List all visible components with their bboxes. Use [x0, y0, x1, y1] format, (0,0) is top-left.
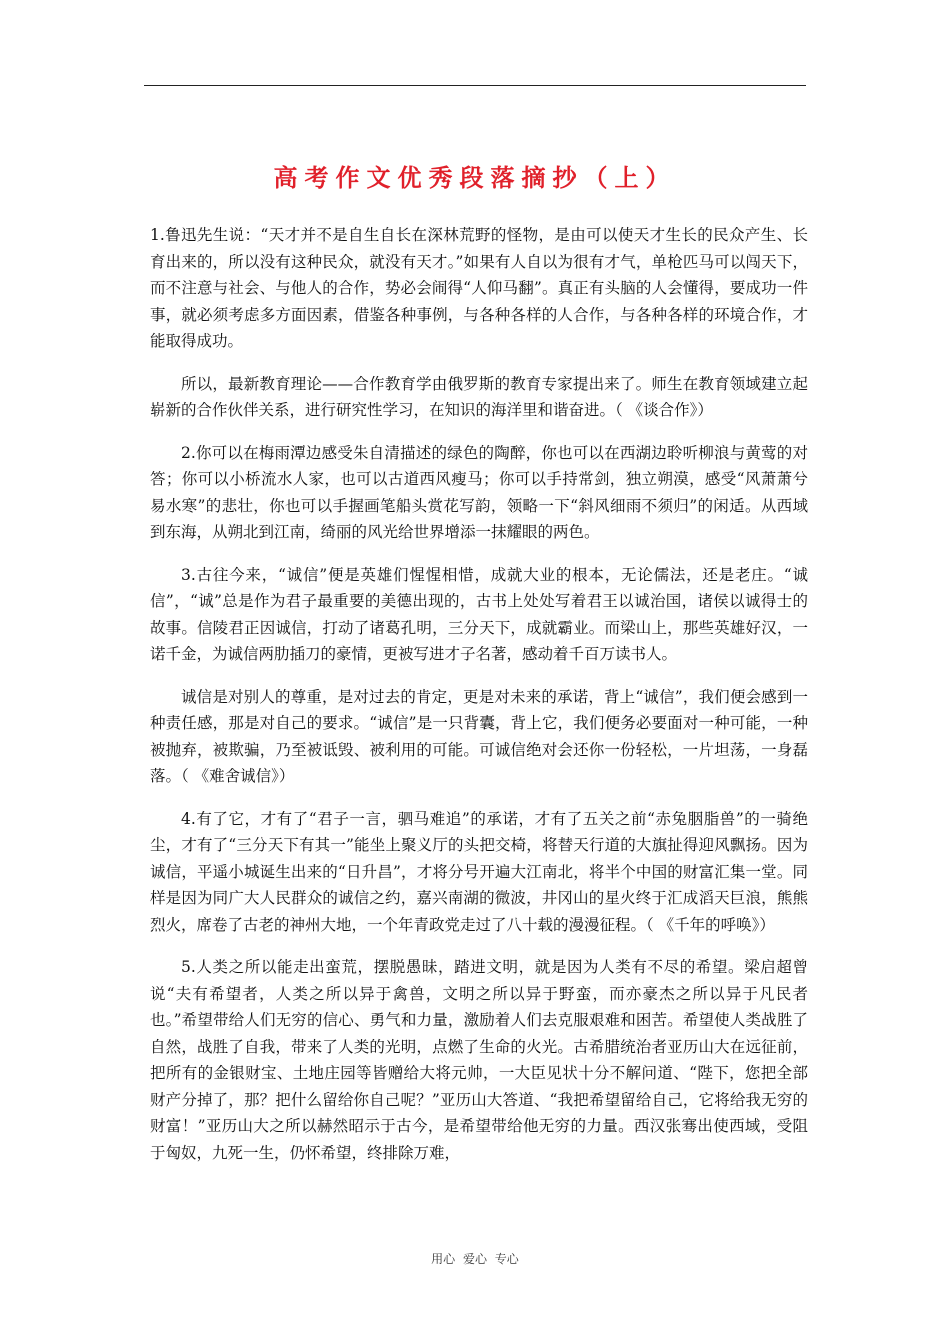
- header-rule: [144, 85, 806, 86]
- paragraph-3-continued: 诚信是对别人的尊重，是对过去的肯定，更是对未来的承诺，背上“诚信”，我们便会感到一种责任感，那是对自己的要求。“诚信”是一只背囊，背上它，我们便务必要面对一种可能，一种被抛弃，被欺骗，乃至被诋毁、被利用的可能。可诚信绝对会还你一份轻松，一片坦荡，一身磊落。（ 《难舍诚信》）: [150, 687, 808, 785]
- page-footer: 用心 爱心 专心: [431, 1252, 519, 1266]
- paragraph-1: 1.鲁迅先生说：“天才并不是自生自长在深林荒野的怪物，是由可以使天才生长的民众产生、长育出来的，所以没有这种民众，就没有天才。”如果有人自以为很有才气，单枪匹马可以闯天下，而不注意与社会、与他人的合作，势必会闹得“人仰马翻”。真正有头脑的人会懂得，要成功一件事，就必须考虑多方面因素，借鉴各种事例，与各种各样的人合作，与各种各样的环境合作，才能取得成功。: [150, 226, 808, 350]
- paragraph-1-continued: 所以，最新教育理论——合作教育学由俄罗斯的教育专家提出来了。师生在教育领域建立起崭新的合作伙伴关系，进行研究性学习，在知识的海洋里和谐奋进。（ 《谈合作》）: [150, 374, 808, 419]
- paragraph-5: 5.人类之所以能走出蛮荒，摆脱愚昧，踏进文明，就是因为人类有不尽的希望。梁启超曾说“夫有希望者，人类之所以异于禽兽，文明之所以异于野蛮，而亦豪杰之所以异于凡民者也。”希望带给人们无穷的信心、勇气和力量，激励着人们去克服艰难和困苦。希望使人类战胜了自然，战胜了自我，带来了人类的光明，点燃了生命的火光。古希腊统治者亚历山大在远征前，把所有的金银财宝、土地庄园等皆赠给大将元帅，一大臣见状十分不解问道、“陛下，您把全部财产分掉了，那？把什么留给你自己呢？”亚历山大答道、“我把希望留给自己，它将给我无穷的财富！”亚历山大之所以赫然昭示于古今，是希望带给他无穷的力量。西汉张骞出使西域，受阻于匈奴，九死一生，仍怀希望，终排除万难，: [150, 958, 808, 1162]
- page-title: 高考作文优秀段落摘抄（上）: [273, 163, 677, 193]
- paragraph-3: 3.古往今来，“诚信”便是英雄们惺惺相惜，成就大业的根本，无论儒法，还是老庄。“诚信”，“诚”总是作为君子最重要的美德出现的，古书上处处写着君王以诚治国，诸侯以诚得士的故事。信陵君正因诚信，打动了诸葛孔明，三分天下，成就霸业。而梁山上，那些英雄好汉，一诺千金，为诚信两肋插刀的豪情，更被写进才子名著，感动着千百万读书人。: [150, 565, 808, 663]
- paragraph-2: 2.你可以在梅雨潭边感受朱自清描述的绿色的陶醉，你也可以在西湖边聆听柳浪与黄莺的对答；你可以小桥流水人家，也可以古道西风瘦马；你可以手持常剑，独立朔漠，感受“风萧萧兮易水寒”的悲壮，你也可以手握画笔船头赏花写韵，领略一下“斜风细雨不须归”的闲适。从西域到东海，从朔北到江南，绮丽的风光给世界增添一抹耀眼的两色。: [150, 443, 808, 541]
- document-body: [150, 222, 808, 1182]
- paragraph-4: 4.有了它，才有了“君子一言，驷马难追”的承诺，才有了五关之前“赤兔胭脂兽”的一骑绝尘，才有了“三分天下有其一”能坐上聚义厅的头把交椅，将替天行道的大旗扯得迎风飘扬。因为诚信，平遥小城诞生出来的“日升昌”，才将分号开遍大江南北，将半个中国的财富汇集一堂。同样是因为同广大人民群众的诚信之约，嘉兴南湖的微波，井冈山的星火终于汇成滔天巨浪，熊熊烈火，席卷了古老的神州大地，一个年青政党走过了八十载的漫漫征程。（ 《千年的呼唤》）: [150, 809, 808, 934]
